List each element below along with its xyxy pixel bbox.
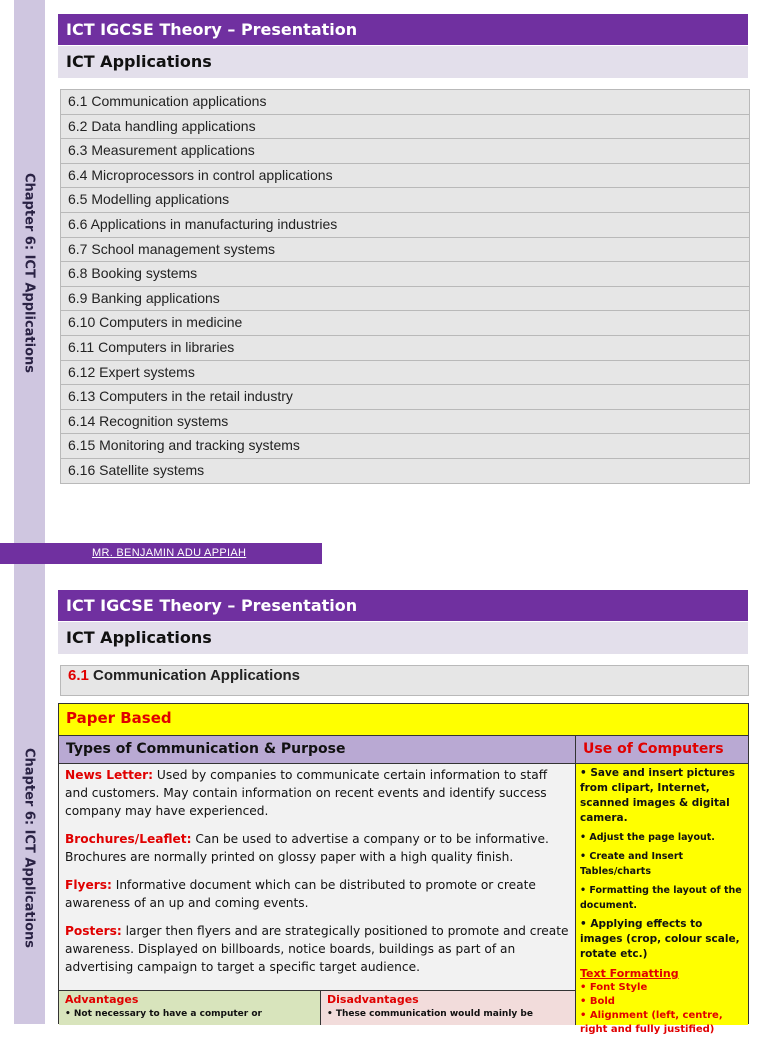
type-item <box>65 830 569 866</box>
author-footer <box>0 543 322 564</box>
topic-row[interactable]: 6.4 Microprocessors in control applications <box>61 164 750 189</box>
chapter-side-label: Chapter 6: ICT Applications <box>21 747 37 949</box>
topic-row[interactable]: 6.13 Computers in the retail industry <box>61 385 750 410</box>
type-text: Informative document which can be distributed to promote or create awareness of an up and coming events. <box>65 878 536 910</box>
type-item <box>65 766 569 820</box>
topic-row[interactable]: 6.11 Computers in libraries <box>61 336 750 361</box>
disadvantages-heading: Disadvantages <box>327 993 419 1006</box>
topic-row[interactable]: 6.9 Banking applications <box>61 287 750 312</box>
uses-cell <box>576 764 748 1035</box>
slide-subtitle: ICT Applications <box>58 622 748 654</box>
type-text: larger then flyers and are strategically positioned to promote and create awareness. Displayed on billboards, notice boards, buildings as part of an advertising campaign to target a specific target audience. <box>65 924 569 974</box>
disadvantage-item: • These communication would mainly be <box>327 1009 533 1019</box>
use-item: • Formatting the layout of the document. <box>580 885 742 911</box>
type-term: Brochures/Leaflet: <box>65 832 192 846</box>
topic-row[interactable]: 6.15 Monitoring and tracking systems <box>61 434 750 459</box>
topic-row[interactable]: 6.14 Recognition systems <box>61 410 750 435</box>
disadvantages-cell <box>321 990 576 1025</box>
use-item: • Create and Insert Tables/charts <box>580 851 684 877</box>
type-term: Posters: <box>65 924 122 938</box>
use-item: • Adjust the page layout. <box>580 832 715 843</box>
section-number: 6.1 <box>68 667 89 684</box>
topic-row[interactable]: 6.12 Expert systems <box>61 361 750 386</box>
paper-based-table <box>58 703 749 1035</box>
topics-table <box>60 89 750 484</box>
topic-row[interactable]: 6.5 Modelling applications <box>61 188 750 213</box>
topic-row[interactable]: 6.16 Satellite systems <box>61 459 750 484</box>
types-header: Types of Communication & Purpose <box>59 736 576 764</box>
type-term: Flyers: <box>65 878 112 892</box>
type-text: Can be used to advertise a company or to be informative. Brochures are normally printed on glossy paper with a high quality finish. <box>65 832 549 864</box>
formatting-item: • Alignment (left, centre, right and fully justified) <box>580 1010 723 1035</box>
formatting-item: • Font Style <box>580 982 648 993</box>
topic-row[interactable]: 6.10 Computers in medicine <box>61 311 750 336</box>
advantages-cell <box>59 990 321 1025</box>
type-item <box>65 876 569 912</box>
topic-row[interactable]: 6.6 Applications in manufacturing industries <box>61 213 750 238</box>
type-item <box>65 922 569 976</box>
advantages-heading: Advantages <box>65 993 139 1006</box>
section-header <box>60 665 749 696</box>
chapter-side-label: Chapter 6: ICT Applications <box>21 172 37 374</box>
paper-based-title: Paper Based <box>59 704 748 736</box>
topic-row[interactable]: 6.8 Booking systems <box>61 262 750 287</box>
slide-title: ICT IGCSE Theory – Presentation <box>58 14 748 45</box>
types-cell <box>59 764 576 990</box>
type-term: News Letter: <box>65 768 154 782</box>
use-item: • Applying effects to images (crop, colour scale, rotate etc.) <box>580 918 740 960</box>
type-text: Used by companies to communicate certain information to staff and customers. May contain information on recent events and identify success company may have experienced. <box>65 768 548 818</box>
section-title: Communication Applications <box>93 667 300 684</box>
topic-row[interactable]: 6.7 School management systems <box>61 238 750 263</box>
use-item: • Save and insert pictures from clipart, Internet, scanned images & digital camera. <box>580 767 736 824</box>
use-header: Use of Computers <box>576 736 748 764</box>
advantage-item: • Not necessary to have a computer or <box>65 1009 262 1019</box>
topic-row[interactable]: 6.1 Communication applications <box>61 90 750 115</box>
slide-title: ICT IGCSE Theory – Presentation <box>58 590 748 621</box>
formatting-item: • Bold <box>580 996 615 1007</box>
slide-subtitle: ICT Applications <box>58 46 748 78</box>
author-link[interactable]: MR. BENJAMIN ADU APPIAH <box>92 547 247 559</box>
text-formatting-heading: Text Formatting <box>580 967 679 980</box>
topic-row[interactable]: 6.3 Measurement applications <box>61 139 750 164</box>
topic-row[interactable]: 6.2 Data handling applications <box>61 115 750 140</box>
